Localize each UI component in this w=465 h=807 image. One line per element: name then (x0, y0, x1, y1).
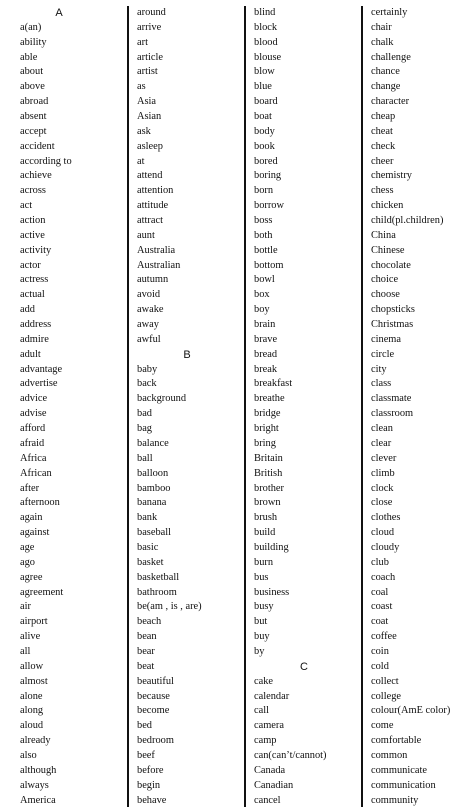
word-entry: Asia (137, 96, 157, 108)
word-entry: again (20, 512, 43, 524)
word-entry: build (254, 527, 276, 539)
word-entry: article (137, 51, 163, 63)
word-entry: adult (20, 348, 41, 360)
word-entry: activity (20, 244, 52, 256)
word-entry: bad (137, 408, 153, 420)
word-entry: action (20, 215, 46, 227)
word-entry: colour(AmE color) (371, 705, 451, 717)
word-entry: actor (20, 259, 41, 271)
word-entry: bed (137, 720, 153, 732)
word-entry: back (137, 378, 157, 390)
word-entry: blood (254, 36, 278, 48)
column-divider (361, 6, 363, 807)
word-entry: cloud (371, 527, 395, 539)
word-entry: bamboo (137, 482, 171, 494)
word-entry: alive (20, 631, 41, 643)
word-entry: bread (254, 348, 278, 360)
word-entry: cold (371, 660, 389, 672)
word-entry: actress (20, 274, 49, 286)
word-entry: close (371, 497, 393, 509)
word-entry: ask (137, 125, 151, 137)
word-entry: communicate (371, 764, 427, 776)
word-entry: bank (137, 512, 158, 524)
word-entry: basketball (137, 571, 180, 583)
word-entry: advantage (20, 363, 63, 375)
word-entry: bored (254, 155, 278, 167)
word-entry: club (371, 556, 389, 568)
word-entry: ability (20, 36, 47, 48)
word-entry: act (20, 200, 33, 212)
word-entry: address (20, 319, 52, 331)
word-entry: chicken (371, 200, 404, 212)
word-entry: chemistry (371, 170, 412, 182)
word-entry: balance (137, 437, 169, 449)
word-entry: Africa (20, 452, 47, 464)
word-entry: already (20, 735, 51, 747)
word-entry: coffee (371, 631, 397, 643)
word-entry: alone (20, 690, 43, 702)
word-entry: college (371, 690, 401, 702)
word-entry: book (254, 140, 275, 152)
word-entry: calendar (254, 690, 290, 702)
word-entry: Britain (254, 452, 283, 464)
word-entry: chair (371, 21, 392, 33)
word-entry: certainly (371, 7, 408, 18)
word-entry: ago (20, 556, 36, 568)
word-entry: basket (137, 556, 164, 568)
word-entry: bowl (254, 274, 275, 286)
section-letter-heading: A (55, 7, 63, 19)
word-entry: boat (254, 111, 272, 123)
word-entry: brain (254, 319, 276, 331)
word-entry: Canada (254, 764, 286, 776)
word-entry: bathroom (137, 586, 177, 598)
word-entry: baby (137, 363, 158, 375)
word-entry: autumn (137, 274, 169, 286)
word-entry: cheat (371, 125, 393, 137)
word-entry: cake (254, 675, 274, 687)
word-entry: bring (254, 437, 276, 449)
word-entry: become (137, 705, 170, 717)
word-entry: coach (371, 571, 396, 583)
word-entry: age (20, 541, 35, 553)
word-entry: bear (137, 645, 155, 657)
word-entry: community (371, 794, 419, 806)
word-entry: brown (254, 497, 281, 509)
word-entry: borrow (254, 200, 285, 212)
word-entry: accident (20, 140, 55, 152)
word-entry: also (20, 749, 37, 761)
word-entry: child(pl.children) (371, 215, 444, 227)
word-entry: along (20, 705, 44, 717)
word-entry: afternoon (20, 497, 60, 509)
word-entry: against (20, 527, 50, 539)
word-entry: beef (137, 749, 155, 761)
word-entry: clear (371, 437, 392, 449)
word-entry: basic (137, 541, 159, 553)
word-entry: coat (371, 616, 389, 628)
word-entry: ball (137, 452, 153, 464)
word-entry: America (20, 794, 56, 806)
word-entry: beach (137, 616, 162, 628)
word-entry: above (20, 81, 45, 93)
word-entry: bus (254, 571, 269, 583)
word-entry: choice (371, 274, 399, 286)
word-entry: before (137, 764, 164, 776)
word-entry: after (20, 482, 40, 494)
word-entry: attend (137, 170, 163, 182)
word-entry: block (254, 21, 278, 33)
word-entry: class (371, 378, 392, 390)
word-entry: boy (254, 304, 270, 316)
word-entry: asleep (137, 140, 163, 152)
column-divider (127, 6, 129, 807)
word-entry: able (20, 51, 38, 63)
word-entry: advertise (20, 378, 58, 390)
word-entry: Christmas (371, 319, 414, 331)
word-entry: away (137, 319, 159, 331)
word-entry: admire (20, 333, 49, 345)
word-entry: cancel (254, 794, 281, 806)
section-letter-heading: C (300, 660, 308, 673)
word-entry: art (137, 36, 148, 48)
word-entry: brother (254, 482, 285, 494)
word-entry: chocolate (371, 259, 411, 271)
word-entry: common (371, 749, 408, 761)
word-entry: comfortable (371, 735, 422, 747)
word-entry: beautiful (137, 675, 174, 687)
word-entry: at (137, 155, 145, 167)
word-entry: bottle (254, 244, 278, 256)
word-entry: Chinese (371, 244, 405, 256)
word-entry: because (137, 690, 170, 702)
word-entry: afraid (20, 437, 45, 449)
word-entry: blouse (254, 51, 282, 63)
word-entry: brave (254, 333, 278, 345)
word-entry: bag (137, 423, 153, 435)
word-entry: cheer (371, 155, 394, 167)
word-entry: boring (254, 170, 282, 182)
word-entry: almost (20, 675, 48, 687)
word-entry: classmate (371, 393, 412, 405)
word-column-4 (364, 6, 465, 807)
word-entry: climb (371, 467, 395, 479)
word-entry: agreement (20, 586, 64, 598)
word-entry: bean (137, 631, 157, 643)
word-entry: add (20, 304, 36, 316)
word-entry: China (371, 229, 396, 241)
word-entry: afford (20, 423, 46, 435)
word-entry: buy (254, 631, 270, 643)
word-entry: burn (254, 556, 274, 568)
word-entry: character (371, 96, 410, 108)
word-column-1 (0, 6, 128, 807)
word-entry: clothes (371, 512, 401, 524)
word-entry: check (371, 140, 396, 152)
word-entry: born (254, 185, 274, 197)
word-entry: cheap (371, 111, 396, 123)
word-entry: coal (371, 586, 389, 598)
word-entry: blind (254, 7, 276, 18)
word-entry: attract (137, 215, 163, 227)
word-entry: challenge (371, 51, 411, 63)
word-entry: clock (371, 482, 394, 494)
word-entry: attitude (137, 200, 169, 212)
word-entry: African (20, 467, 52, 479)
word-entry: balloon (137, 467, 169, 479)
word-entry: come (371, 720, 394, 732)
word-entry: attention (137, 185, 174, 197)
word-entry: about (20, 66, 44, 78)
word-entry: boss (254, 215, 273, 227)
word-entry: communication (371, 779, 436, 791)
word-entry: air (20, 601, 31, 613)
word-entry: collect (371, 675, 399, 687)
word-entry: accept (20, 125, 47, 137)
word-entry: abroad (20, 96, 49, 108)
word-entry: behave (137, 794, 167, 806)
word-entry: body (254, 125, 275, 137)
word-column-3 (246, 6, 362, 807)
word-entry: as (137, 81, 146, 93)
word-entry: camera (254, 720, 284, 732)
word-entry: background (137, 393, 187, 405)
word-entry: advise (20, 408, 47, 420)
word-entry: breakfast (254, 378, 293, 390)
word-entry: but (254, 616, 268, 628)
word-entry: both (254, 229, 273, 241)
word-entry: aloud (20, 720, 44, 732)
word-entry: business (254, 586, 290, 598)
word-entry: busy (254, 601, 274, 613)
word-entry: Australia (137, 244, 176, 256)
word-entry: call (254, 705, 269, 717)
word-entry: board (254, 96, 278, 108)
word-entry: break (254, 363, 278, 375)
word-entry: can(can’t/cannot) (254, 749, 327, 761)
word-entry: by (254, 645, 265, 657)
word-entry: bridge (254, 408, 281, 420)
word-entry: a(an) (20, 21, 42, 33)
word-entry: box (254, 289, 270, 301)
word-entry: baseball (137, 527, 172, 539)
word-entry: beat (137, 660, 155, 672)
word-entry: Australian (137, 259, 181, 271)
word-entry: absent (20, 111, 47, 123)
word-entry: all (20, 645, 31, 657)
word-entry: aunt (137, 229, 155, 241)
word-entry: chopsticks (371, 304, 415, 316)
word-entry: blue (254, 81, 272, 93)
word-entry: bedroom (137, 735, 174, 747)
word-entry: across (20, 185, 46, 197)
word-entry: airport (20, 616, 48, 628)
word-entry: although (20, 764, 57, 776)
word-entry: begin (137, 779, 161, 791)
section-letter-heading: B (183, 348, 191, 361)
word-entry: chance (371, 66, 400, 78)
word-entry: arrive (137, 21, 162, 33)
word-entry: circle (371, 348, 395, 360)
word-entry: artist (137, 66, 158, 78)
word-entry: actual (20, 289, 45, 301)
word-entry: blow (254, 66, 275, 78)
word-column-2 (130, 6, 244, 807)
word-entry: always (20, 779, 49, 791)
word-entry: cloudy (371, 541, 400, 553)
word-entry: camp (254, 735, 277, 747)
word-entry: city (371, 363, 387, 375)
word-entry: British (254, 467, 283, 479)
word-entry: awake (137, 304, 164, 316)
word-entry: breathe (254, 393, 285, 405)
word-entry: awful (137, 333, 161, 345)
word-entry: chess (371, 185, 394, 197)
word-entry: advice (20, 393, 48, 405)
word-entry: building (254, 541, 289, 553)
word-entry: bottom (254, 259, 284, 271)
word-entry: cinema (371, 333, 401, 345)
word-entry: clean (371, 423, 393, 435)
word-entry: agree (20, 571, 43, 583)
word-entry: achieve (20, 170, 52, 182)
word-entry: allow (20, 660, 44, 672)
word-entry: choose (371, 289, 400, 301)
word-entry: be(am , is , are) (137, 601, 202, 613)
word-entry: clever (371, 452, 397, 464)
word-entry: avoid (137, 289, 161, 301)
word-entry: coin (371, 645, 389, 657)
word-entry: change (371, 81, 401, 93)
word-entry: brush (254, 512, 278, 524)
word-entry: according to (20, 155, 72, 167)
word-entry: coast (371, 601, 393, 613)
word-entry: classroom (371, 408, 414, 420)
word-entry: around (137, 7, 166, 18)
word-entry: active (20, 229, 45, 241)
word-entry: chalk (371, 36, 394, 48)
word-entry: bright (254, 423, 279, 435)
word-entry: Canadian (254, 779, 294, 791)
word-entry: Asian (137, 111, 162, 123)
word-entry: banana (137, 497, 167, 509)
